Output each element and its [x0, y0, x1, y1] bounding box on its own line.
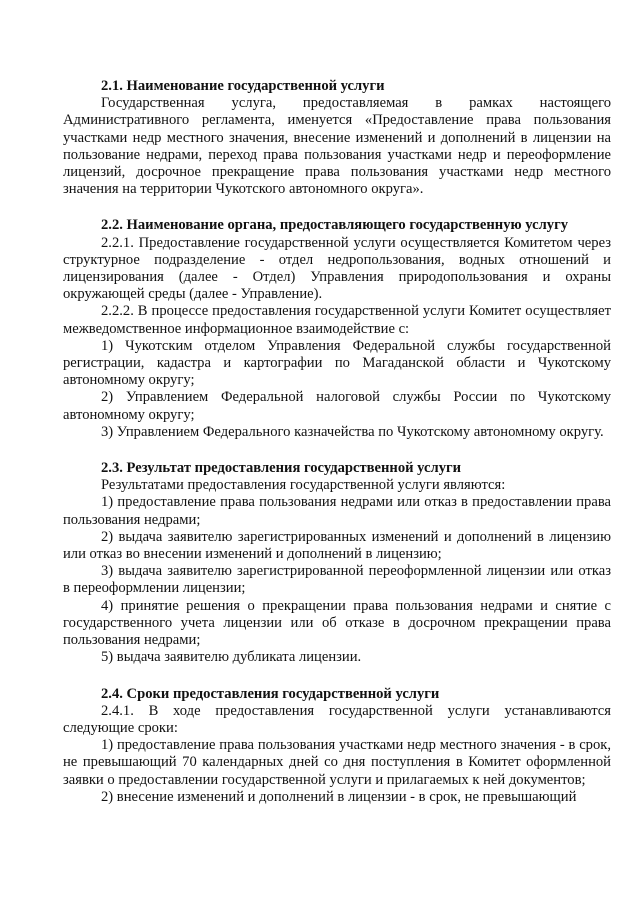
list-item: 3) выдача заявителю зарегистрированной переоформленной лицензии или отказ в переоформлении лицензии;	[63, 563, 611, 597]
list-item: 1) Чукотским отделом Управления Федеральной службы государственной регистрации, кадастра и картографии по Магаданской области и Чукотскому автономному округу;	[63, 337, 611, 389]
document-body	[63, 78, 611, 825]
list-item: 2) внесение изменений и дополнений в лицензии - в срок, не превышающий	[101, 788, 577, 805]
list-item: 1) предоставление права пользования недрами или отказ в предоставлении права пользования недрами;	[63, 494, 611, 528]
list-item: 5) выдача заявителю дубликата лицензии.	[101, 649, 362, 666]
paragraph: Государственная услуга, предоставляемая в рамках настоящего Административного регламента, именуется «Предоставление права пользования участками недр местного значения, внесение изменений и дополнений в лицензии на пользование недрами, переход права пользования участками недр и переоформление лицензий, досрочное прекращение права пользования участками недр местного значения на территории Чукотского автономного округа».	[63, 95, 611, 198]
list-item: 1) предоставление права пользования участками недр местного значения - в срок, не превышающий 70 календарных дней со дня поступления в Комитет оформленной заявки о предоставлении государственной услуги и прилагаемых к ней документов;	[63, 737, 611, 788]
section-2-2	[63, 217, 611, 441]
section-heading: 2.1. Наименование государственной услуги	[101, 78, 385, 94]
section-2-3	[63, 460, 611, 666]
section-2-4	[63, 686, 611, 806]
list-item: 3) Управлением Федерального казначейства по Чукотскому автономному округу.	[101, 423, 604, 440]
paragraph: 2.4.1. В ходе предоставления государственной услуги устанавливаются следующие сроки:	[63, 702, 611, 736]
list-item: 4) принятие решения о прекращении права пользования недрами и снятие с государственного учета лицензии или об отказе в досрочном прекращении права пользования недрами;	[63, 597, 611, 649]
section-heading: 2.3. Результат предоставления государственной услуги	[101, 460, 462, 477]
paragraph: 2.2.2. В процессе предоставления государственной услуги Комитет осуществляет межведомственное информационное взаимодействие с:	[63, 303, 611, 337]
section-heading: 2.4. Сроки предоставления государственной услуги	[101, 685, 440, 702]
paragraph: Результатами предоставления государственной услуги являются:	[101, 477, 506, 494]
list-item: 2) выдача заявителю зарегистрированных изменений и дополнений в лицензию или отказ во внесении изменений и дополнений в лицензию;	[63, 528, 611, 563]
section-2-1	[63, 78, 611, 198]
list-item: 2) Управлением Федеральной налоговой службы России по Чукотскому автономному округу;	[63, 389, 611, 423]
section-heading: 2.2. Наименование органа, предоставляющего государственную услугу	[101, 217, 569, 234]
paragraph: 2.2.1. Предоставление государственной услуги осуществляется Комитетом через структурное подразделение - отдел недропользования, водных отношений и лицензирования (далее - Отдел) Управления природопользования и охраны окружающей среды (далее - Управление).	[63, 234, 611, 303]
